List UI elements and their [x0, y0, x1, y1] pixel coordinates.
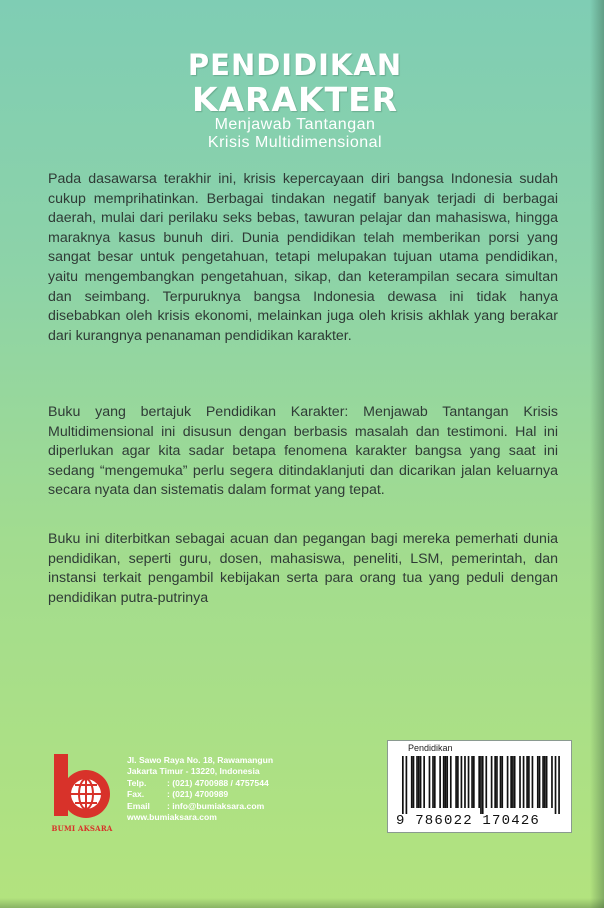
barcode-bar [555, 756, 557, 814]
barcode-bar [546, 756, 548, 808]
barcode-bar [450, 756, 452, 808]
synopsis-paragraph-2: Buku yang bertajuk Pendidikan Karakter: Menjawab Tantangan Krisis Multidimensional ini disusun dengan berbasis masalah dan testimoni. Hal ini diperlukan agar kita sadar betapa fenomena karakter bangsa yang saat ini sedang “mengemuka” perlu segera ditindaklanjuti dan dicarikan jalan keluarnya secara nyata dan sistematis dalam format yang tepat. [48, 404, 558, 499]
synopsis-paragraph-1: Pada dasawarsa terakhir ini, krisis kepercayaan diri bangsa Indonesia sudah cukup memprihatinkan. Berbagai tindakan negatif banyak terjadi di berbagai daerah, mulai dari perilaku seks bebas, tawuran pelajar dan mahasiswa, hingga maraknya kasus bunuh diri. Dunia pendidikan telah memberikan porsi yang sangat besar untuk pengetahuan, tetapi melupakan tujuan utama pendidikan, yaitu mengembangkan pengetahuan, sikap, dan keterampilan secara simultan dan seimbang. Terpuruknya bangsa Indonesia dewasa ini tidak hanya disebabkan oleh krisis ekonomi, melainkan juga oleh krisis akhlak yang berakar dari kurangnya penanaman pendidikan karakter. [48, 171, 558, 344]
barcode-bar [446, 756, 448, 808]
barcode-bar [500, 756, 502, 808]
barcode-bar [457, 756, 459, 808]
barcode-bar [471, 756, 473, 808]
barcode-bar [443, 756, 445, 808]
barcode-bar [528, 756, 530, 808]
barcode-bar [411, 756, 413, 808]
barcode-bar [418, 756, 420, 808]
telp-label: Telp. [127, 777, 147, 788]
isbn-number: 9 786022 170426 [396, 813, 541, 829]
barcode-bar [512, 756, 514, 808]
book-edge-shadow [590, 0, 604, 908]
barcode-bar [480, 756, 482, 814]
barcode-bar [542, 756, 544, 808]
barcode-bar [544, 756, 546, 808]
barcode-bar [461, 756, 463, 808]
barcode-bar [429, 756, 431, 808]
telp-value: : (021) 4700988 / 4757544 [167, 777, 269, 788]
barcode-bar [551, 756, 553, 808]
barcode-bar [445, 756, 447, 808]
barcode-bar [526, 756, 528, 808]
publisher-logo-icon [50, 752, 114, 822]
barcode-bar [473, 756, 475, 808]
barcode-bar [455, 756, 457, 808]
barcode-bar [413, 756, 415, 808]
barcode-bar [485, 756, 487, 808]
barcode-bar [539, 756, 541, 808]
barcode-bar [514, 756, 516, 808]
barcode-bar [482, 756, 484, 814]
book-bottom-shadow [0, 898, 604, 908]
fax-row [127, 789, 357, 800]
website: www.bumiaksara.com [127, 812, 217, 823]
barcode-category: Pendidikan [408, 743, 453, 753]
barcode-bar [406, 756, 408, 814]
fax-value: : (021) 4700989 [167, 789, 229, 800]
barcode-bar [464, 756, 466, 808]
barcode-bar [532, 756, 534, 808]
book-subtitle-line1: Menjawab Tantangan [214, 116, 376, 133]
barcode-bar [402, 756, 404, 814]
barcode-bars-icon [402, 756, 560, 814]
publisher-address-block [127, 755, 357, 823]
fax-label: Fax. [127, 789, 145, 800]
email-label: Email [127, 800, 150, 811]
telp-row [127, 778, 357, 789]
barcode-bar [468, 756, 470, 808]
book-subtitle-line2: Krisis Multidimensional [207, 134, 383, 151]
barcode-bar [507, 756, 509, 808]
book-title-line2: KARAKTER [191, 80, 399, 119]
barcode-bar [558, 756, 560, 814]
address-line1: Jl. Sawo Raya No. 18, Rawamangun [127, 755, 274, 765]
barcode-bar [478, 756, 480, 808]
barcode-bar [523, 756, 525, 808]
email-value: : info@bumiaksara.com [167, 800, 265, 811]
synopsis-paragraph-3: Buku ini diterbitkan sebagai acuan dan pegangan bagi mereka pemerhati dunia pendidikan, seperti guru, dosen, mahasiswa, peneliti, LSM, pemerintah, dan instansi terkait pengambil kebijakan serta para orang tua yang peduli dengan pendidikan putra-putrinya [48, 531, 558, 606]
barcode-panel [387, 740, 572, 833]
barcode-bar [420, 756, 422, 808]
barcode-bar [434, 756, 436, 808]
barcode-bar [519, 756, 521, 808]
barcode-bar [501, 756, 503, 808]
barcode-bar [496, 756, 498, 808]
barcode-bar [494, 756, 496, 808]
barcode-bar [416, 756, 418, 808]
address-line2: Jakarta Timur - 13220, Indonesia [127, 766, 260, 777]
barcode-bar [510, 756, 512, 808]
barcode-bar [423, 756, 425, 808]
barcode-bar [537, 756, 539, 808]
barcode-bar [432, 756, 434, 808]
barcode-bar [491, 756, 493, 808]
barcode-bar [439, 756, 441, 808]
email-row [127, 801, 357, 812]
publisher-name: BUMI AKSARA [51, 824, 113, 833]
book-title-line1: PENDIDIKAN [187, 48, 403, 82]
